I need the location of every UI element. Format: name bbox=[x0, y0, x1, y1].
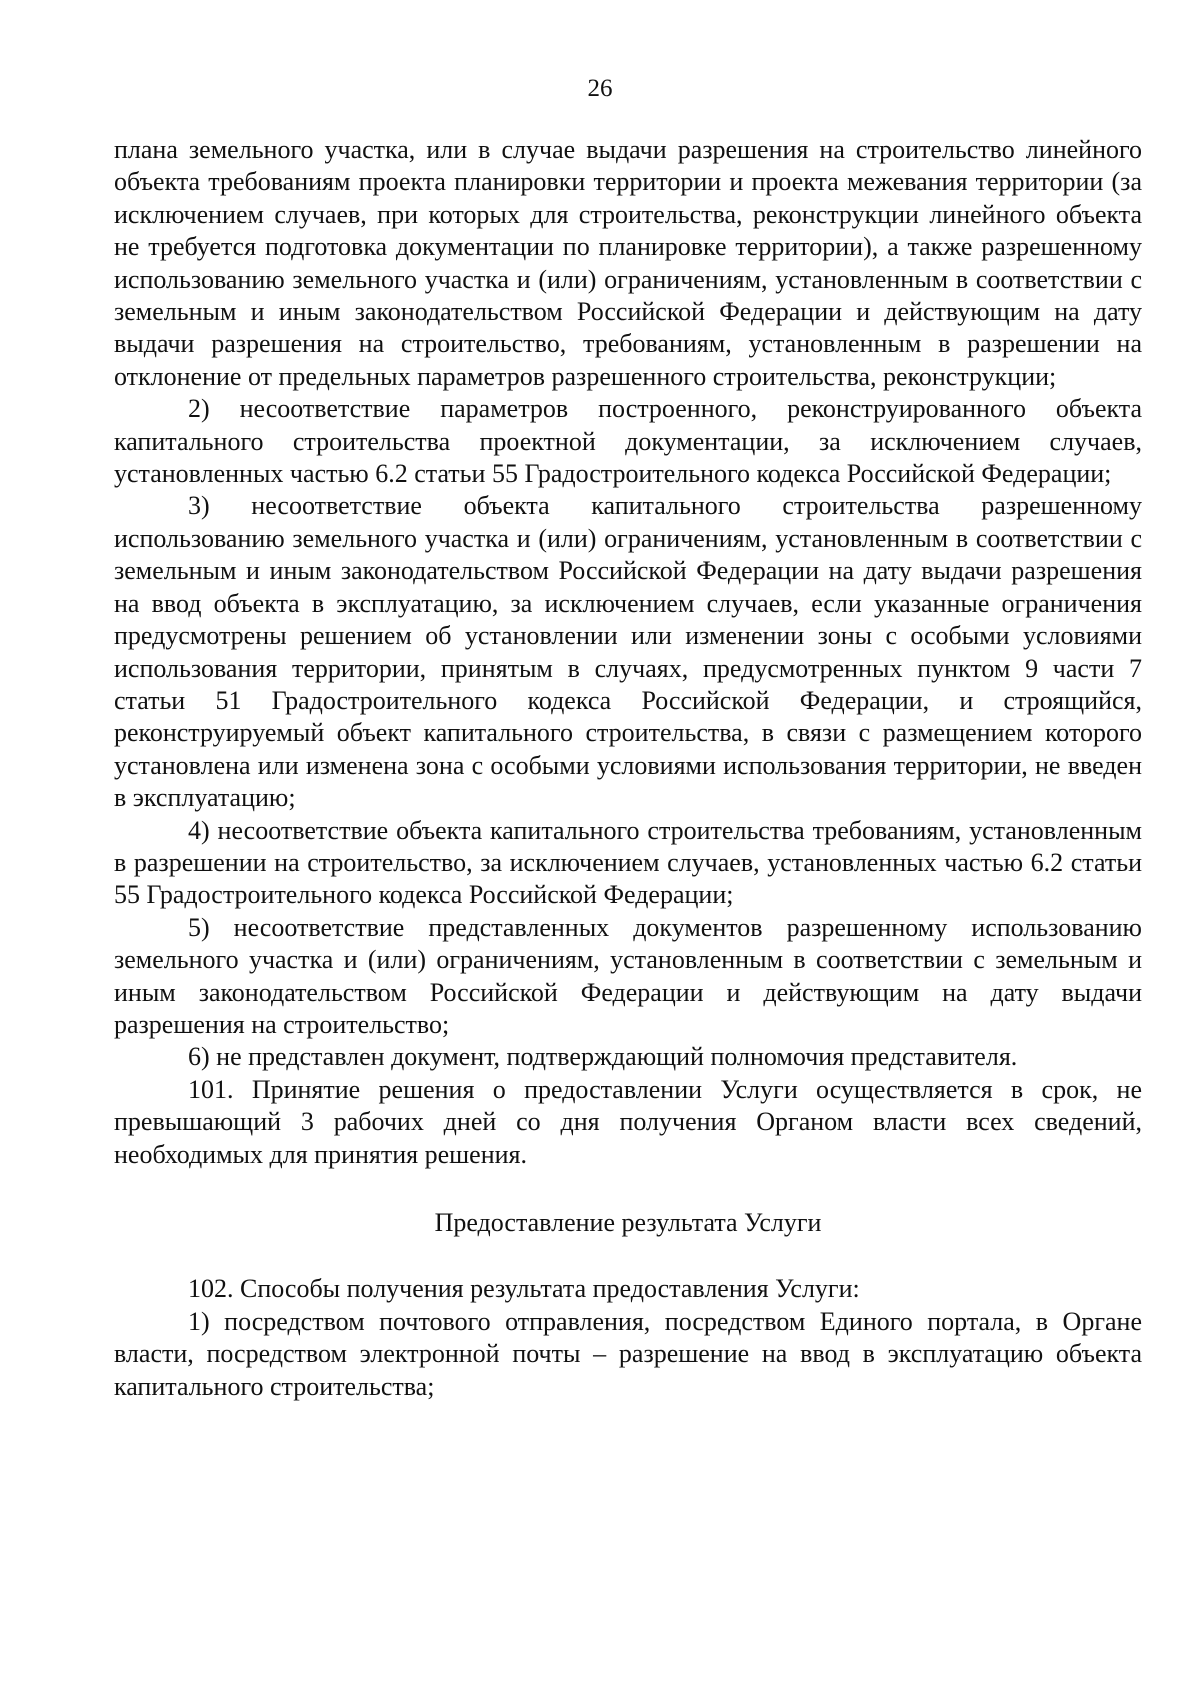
document-body bbox=[114, 134, 1142, 1403]
paragraph-102: 102. Способы получения результата предоставления Услуги: bbox=[188, 1274, 860, 1304]
paragraph-item-2: 2) несоответствие параметров построенного, реконструированного объекта капитального строительства проектной документации, за исключением случаев, установленных частью 6.2 статьи 55 Градостроительного кодекса Российской Федерации; bbox=[114, 394, 1142, 489]
paragraph-101: 101. Принятие решения о предоставлении Услуги осуществляется в срок, не превышающий 3 рабочих дней со дня получения Органом власти всех сведений, необходимых для принятия решения. bbox=[114, 1074, 1142, 1169]
paragraph-item-5: 5) несоответствие представленных документов разрешенному использованию земельного участка и (или) ограничениям, установленным в соответствии с земельным и иным законодательством Российской Федерации и действующим на дату выдачи разрешения на строительство; bbox=[114, 912, 1142, 1039]
paragraph-continuation: плана земельного участка, или в случае выдачи разрешения на строительство линейного объекта требованиям проекта планировки территории и проекта межевания территории (за исключением случаев, при которых для строительства, реконструкции линейного объекта не требуется подготовка документации по планировке территории), а также разрешенному использованию земельного участка и (или) ограничениям, установленным в соответствии с земельным и иным законодательством Российской Федерации и действующим на дату выдачи разрешения на строительство, требованиям, установленным в разрешении на отклонение от предельных параметров разрешенного строительства, реконструкции; bbox=[114, 135, 1142, 391]
page-number: 26 bbox=[587, 75, 613, 102]
paragraph-item-3: 3) несоответствие объекта капитального строительства разрешенному использованию земельного участка и (или) ограничениям, установленным в соответствии с земельным и иным законодательством Российской Федерации на дату выдачи разрешения на ввод объекта в эксплуатацию, за исключением случаев, если указанные ограничения предусмотрены решением об установлении или изменении зоны с особыми условиями использования территории, принятым в случаях, предусмотренных пунктом 9 части 7 статьи 51 Градостроительного кодекса Российской Федерации, и строящийся, реконструируемый объект капитального строительства, в связи с размещением которого установлена или изменена зона с особыми условиями использования территории, не введен в эксплуатацию; bbox=[114, 491, 1142, 813]
paragraph-item-4: 4) несоответствие объекта капитального строительства требованиям, установленным в разрешении на строительство, за исключением случаев, установленных частью 6.2 статьи 55 Градостроительного кодекса Российской Федерации; bbox=[114, 815, 1142, 910]
paragraph-102-item-1: 1) посредством почтового отправления, посредством Единого портала, в Органе власти, посредством электронной почты – разрешение на ввод в эксплуатацию объекта капитального строительства; bbox=[114, 1306, 1142, 1401]
paragraph-item-6: 6) не представлен документ, подтверждающий полномочия представителя. bbox=[188, 1042, 1018, 1072]
section-heading: Предоставление результата Услуги bbox=[434, 1208, 822, 1237]
